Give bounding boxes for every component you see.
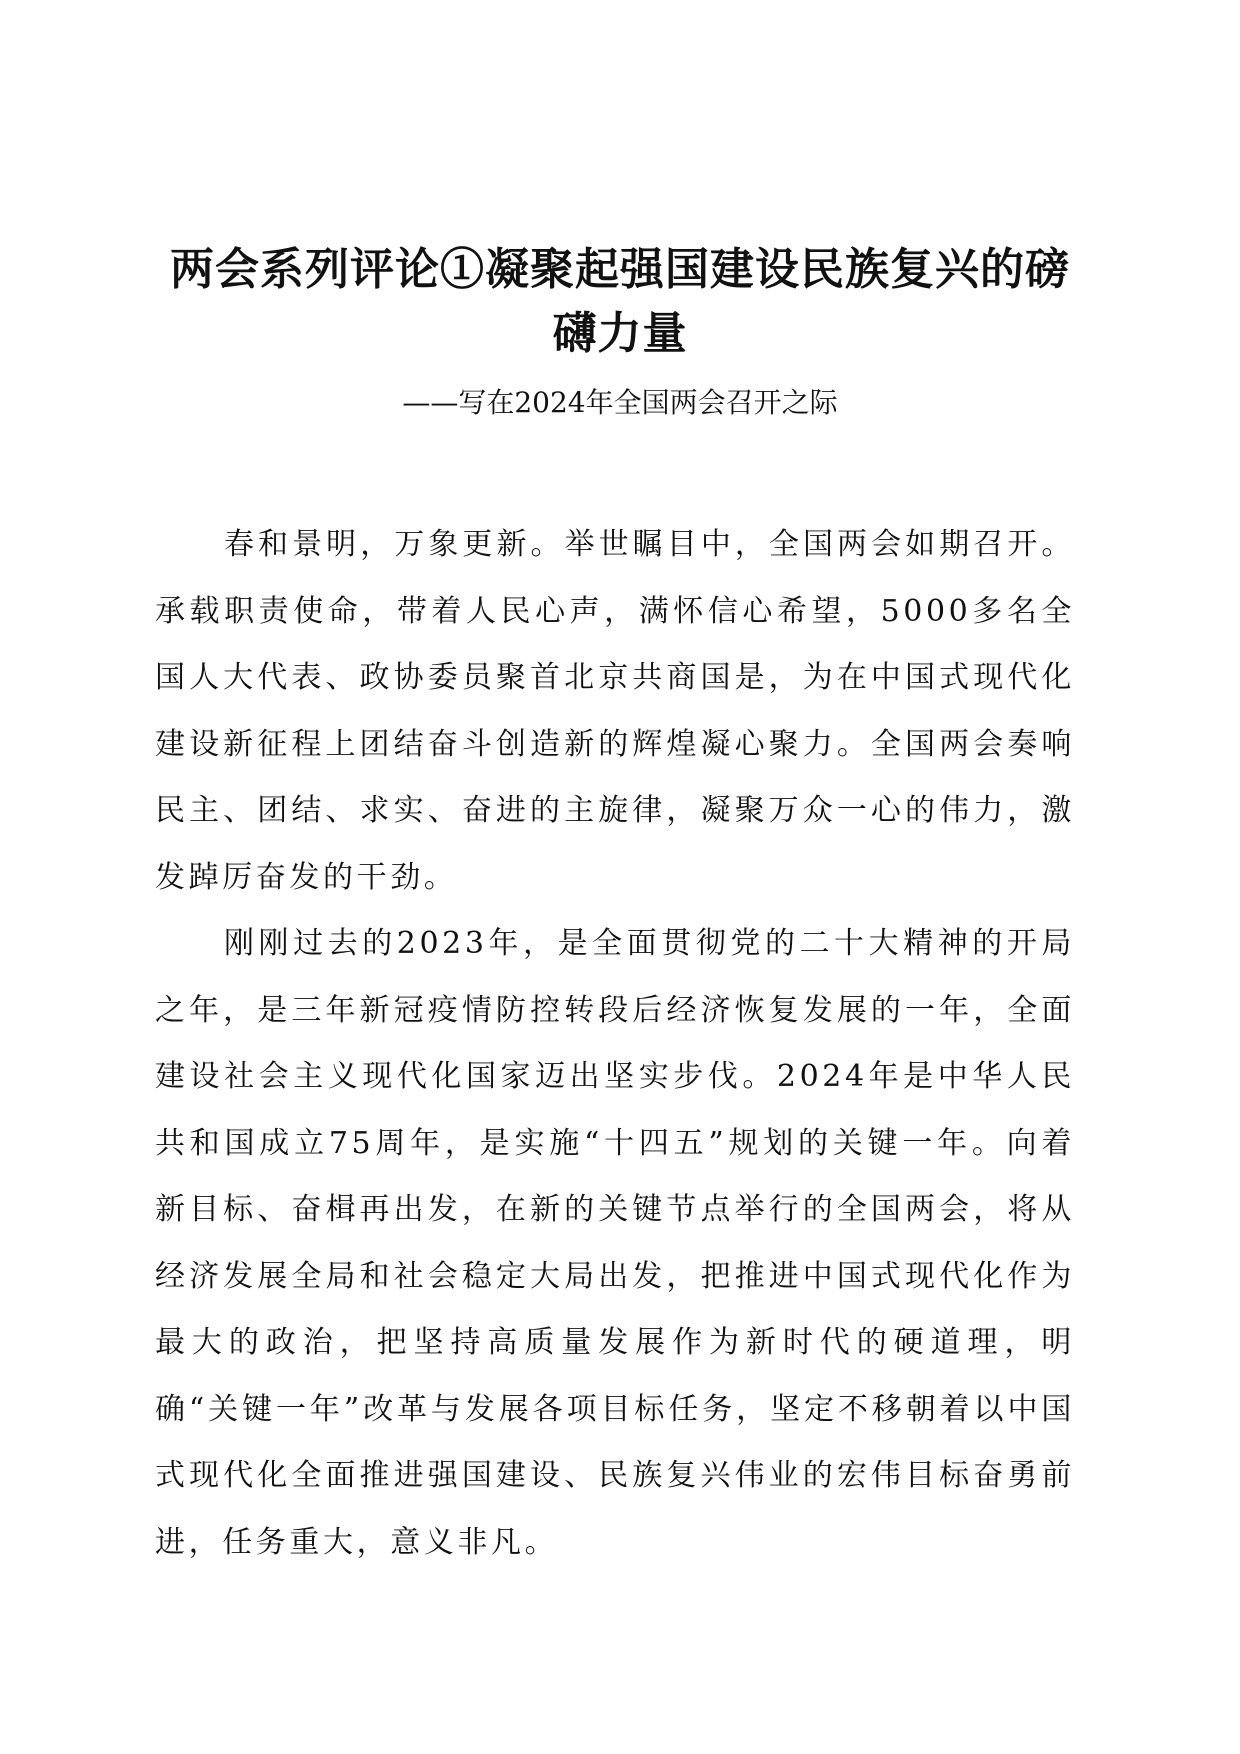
- article-body: [155, 512, 1075, 1576]
- article-title: 两会系列评论①凝聚起强国建设民族复兴的磅礴力量: [170, 244, 1070, 359]
- paragraph: 刚刚过去的2023年，是全面贯彻党的二十大精神的开局之年，是三年新冠疫情防控转段后经济恢复发展的一年，全面建设社会主义现代化国家迈出坚实步伐。2024年是中华人民共和国成立75周年，是实施“十四五”规划的关键一年。向着新目标、奋楫再出发，在新的关键节点举行的全国两会，将从经济发展全局和社会稳定大局出发，把推进中国式现代化作为最大的政治，把坚持高质量发展作为新时代的硬道理，明确“关键一年”改革与发展各项目标任务，坚定不移朝着以中国式现代化全面推进强国建设、民族复兴伟业的宏伟目标奋勇前进，任务重大，意义非凡。: [155, 926, 1075, 1560]
- article-subtitle: ——写在2024年全国两会召开之际: [402, 386, 838, 419]
- paragraph: 春和景明，万象更新。举世瞩目中，全国两会如期召开。承载职责使命，带着人民心声，满怀信心希望，5000多名全国人大代表、政协委员聚首北京共商国是，为在中国式现代化建设新征程上团结奋斗创造新的辉煌凝心聚力。全国两会奏响民主、团结、求实、奋进的主旋律，凝聚万众一心的伟力，激发踔厉奋发的干劲。: [155, 527, 1075, 895]
